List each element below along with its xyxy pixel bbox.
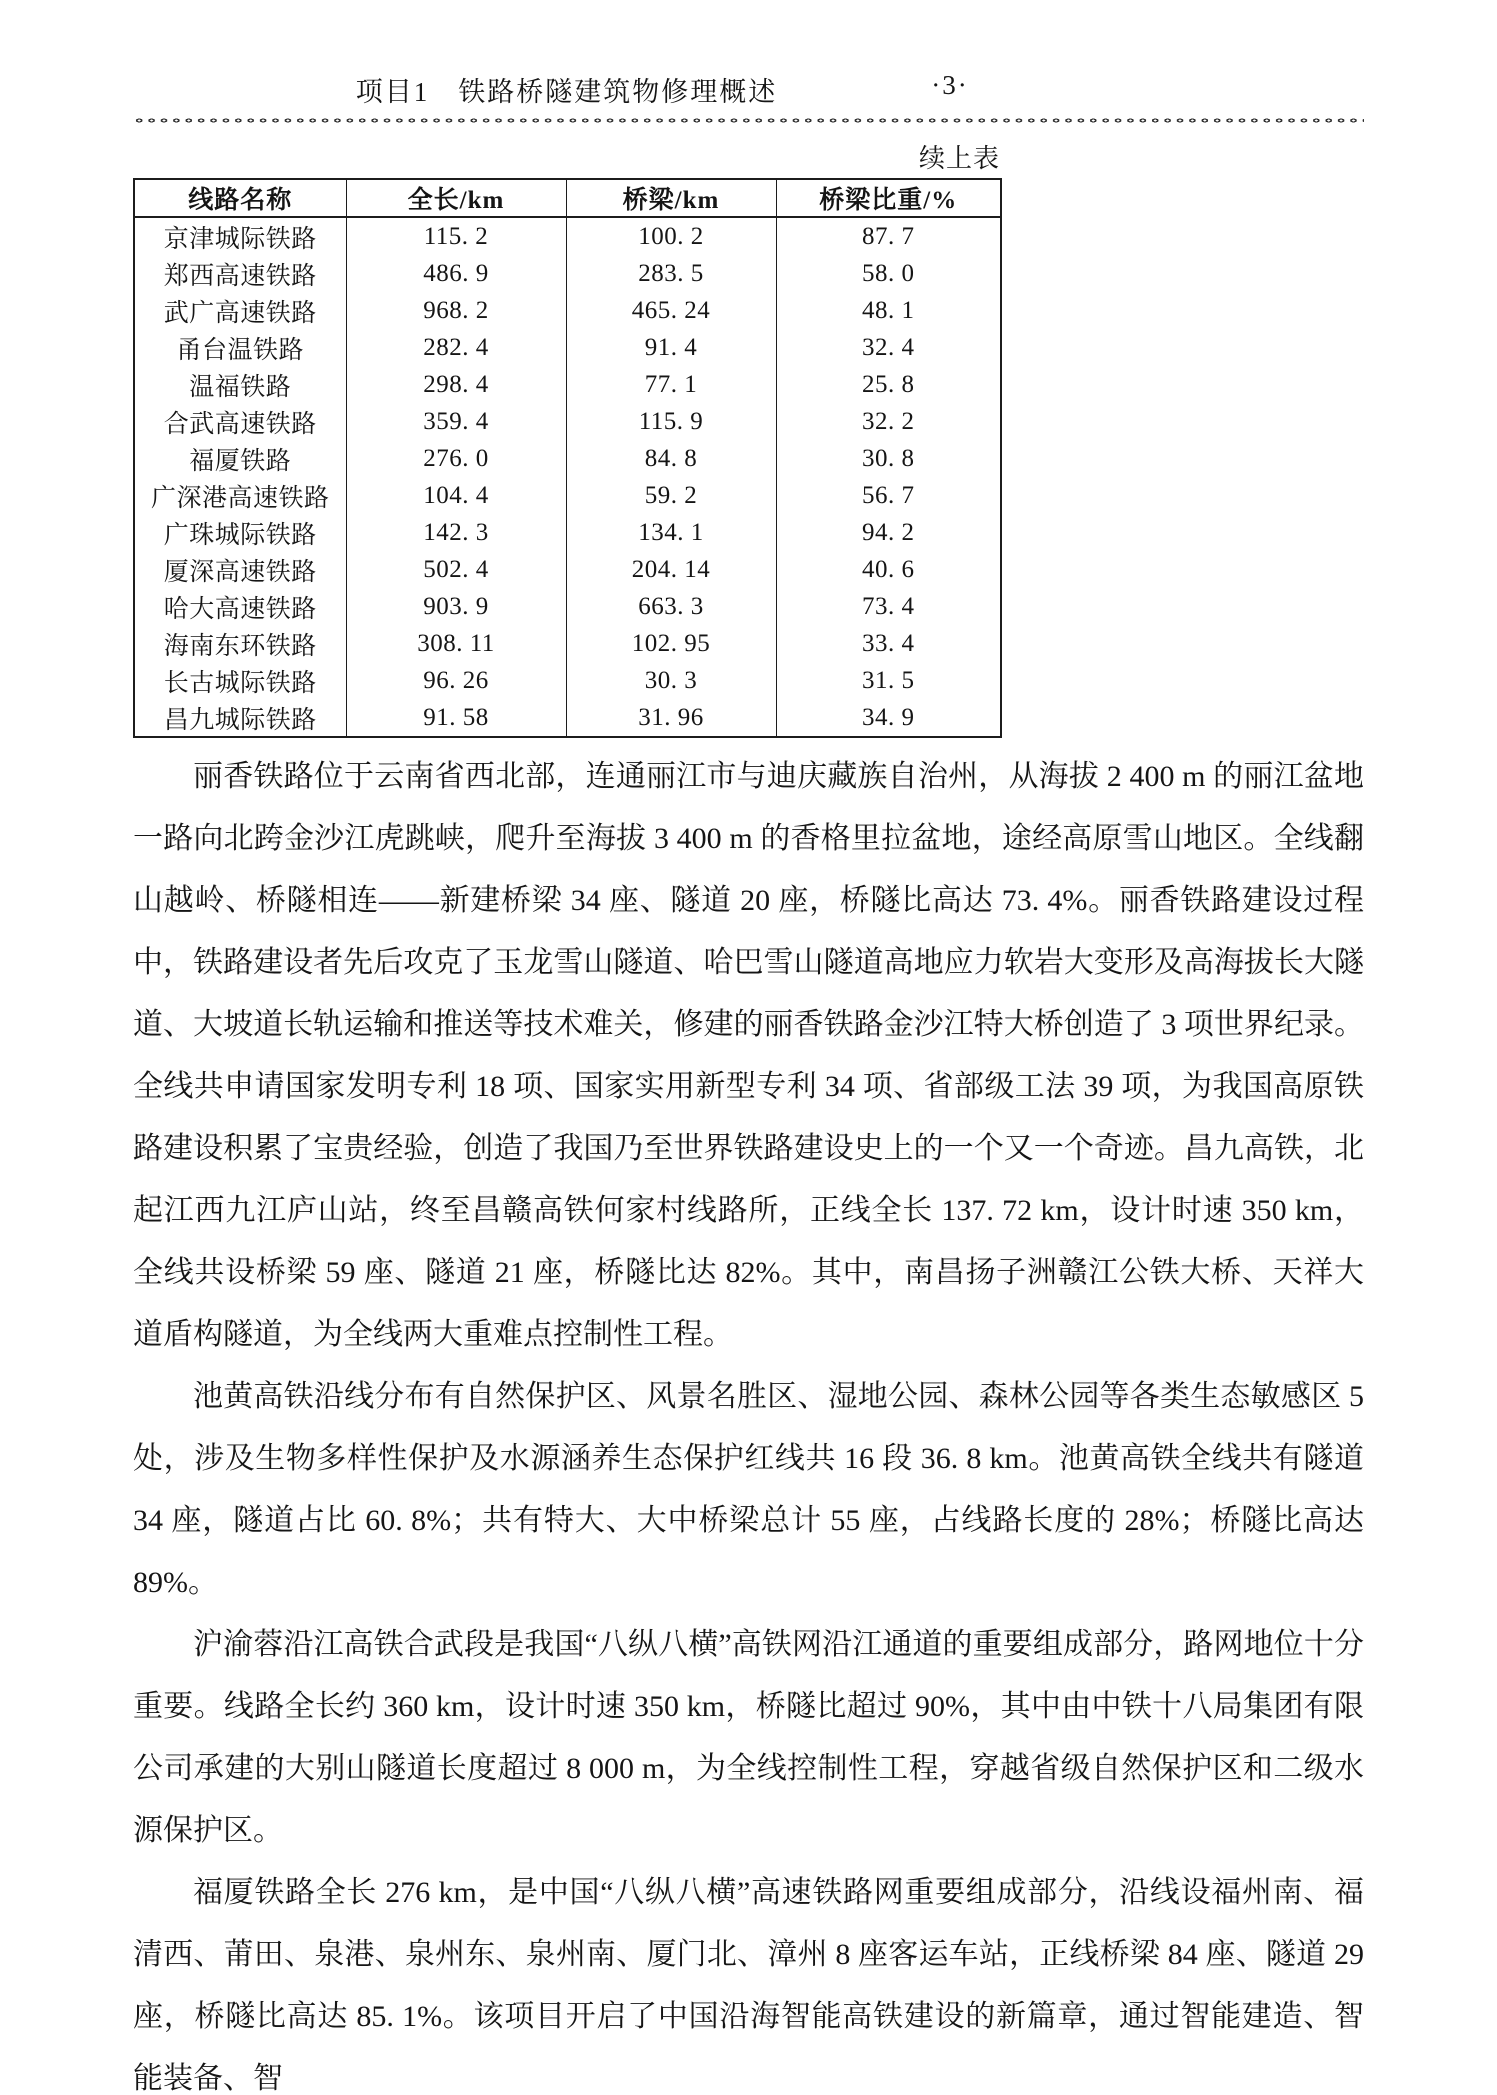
line-name-cell: 海南东环铁路 (163, 632, 317, 660)
column-header: 线路名称 (134, 179, 346, 217)
table-row (134, 514, 1001, 551)
value-cell: 308. 11 (346, 625, 566, 662)
value-cell: 48. 1 (776, 292, 1001, 329)
value-cell: 968. 2 (346, 292, 566, 329)
value-cell: 486. 9 (346, 255, 566, 292)
table-continued-note: 续上表 (918, 144, 1000, 173)
table-row (134, 477, 1001, 514)
table-row (134, 662, 1001, 699)
line-name-cell: 厦深高速铁路 (163, 558, 317, 586)
value-cell: 77. 1 (566, 366, 776, 403)
value-cell: 32. 4 (776, 329, 1001, 366)
value-cell: 283. 5 (566, 255, 776, 292)
line-name-cell: 昌九城际铁路 (163, 706, 317, 734)
value-cell: 204. 14 (566, 551, 776, 588)
value-cell: 903. 9 (346, 588, 566, 625)
table-row (134, 255, 1001, 292)
value-cell: 282. 4 (346, 329, 566, 366)
value-cell: 73. 4 (776, 588, 1001, 625)
table-row (134, 588, 1001, 625)
value-cell: 31. 5 (776, 662, 1001, 699)
column-header: 全长/km (346, 179, 566, 217)
value-cell: 59. 2 (566, 477, 776, 514)
body-text (133, 746, 1364, 2095)
page-number: ·3· (931, 70, 969, 100)
value-cell: 663. 3 (566, 588, 776, 625)
table-row (134, 699, 1001, 737)
running-header-title: 项目1 铁路桥隧建筑物修理概述 (355, 77, 778, 107)
value-cell: 115. 9 (566, 403, 776, 440)
value-cell: 58. 0 (776, 255, 1001, 292)
value-cell: 276. 0 (346, 440, 566, 477)
body-paragraph: 福厦铁路全长 276 km，是中国“八纵八横”高速铁路网重要组成部分，沿线设福州南、福清西、莆田、泉港、泉州东、泉州南、厦门北、漳州 8 座客运车站，正线桥梁 84 座、隧道 29 座，桥隧比高达 85. 1%。该项目开启了中国沿海智能高铁建设的新篇章，通过智能建造、智能装备、智 (133, 1876, 1364, 2095)
value-cell: 84. 8 (566, 440, 776, 477)
line-name-cell: 哈大高速铁路 (163, 595, 317, 623)
value-cell: 134. 1 (566, 514, 776, 551)
value-cell: 33. 4 (776, 625, 1001, 662)
table-row (134, 440, 1001, 477)
table-row (134, 329, 1001, 366)
body-paragraph: 池黄高铁沿线分布有自然保护区、风景名胜区、湿地公园、森林公园等各类生态敏感区 5 处，涉及生物多样性保护及水源涵养生态保护红线共 16 段 36. 8 km。池黄高铁全线共有隧道 34 座，隧道占比 60. 8%；共有特大、大中桥梁总计 55 座，占线路长度的 28%；桥隧比高达 89%。 (133, 1380, 1364, 1599)
value-cell: 100. 2 (566, 217, 776, 255)
line-name-cell: 长古城际铁路 (163, 669, 317, 697)
value-cell: 359. 4 (346, 403, 566, 440)
railway-lines-table (133, 178, 1002, 738)
column-header: 桥梁/km (566, 179, 776, 217)
line-name-cell: 京津城际铁路 (163, 225, 317, 253)
table-row (134, 292, 1001, 329)
line-name-cell: 广深港高速铁路 (150, 484, 330, 512)
value-cell: 32. 2 (776, 403, 1001, 440)
value-cell: 298. 4 (346, 366, 566, 403)
value-cell: 142. 3 (346, 514, 566, 551)
chain-ornament-divider (133, 116, 1364, 125)
value-cell: 40. 6 (776, 551, 1001, 588)
value-cell: 34. 9 (776, 699, 1001, 737)
value-cell: 465. 24 (566, 292, 776, 329)
table-row (134, 366, 1001, 403)
line-name-cell: 福厦铁路 (189, 447, 292, 475)
table-row (134, 403, 1001, 440)
table-header-row (134, 179, 1001, 217)
value-cell: 104. 4 (346, 477, 566, 514)
value-cell: 91. 4 (566, 329, 776, 366)
table-row (134, 625, 1001, 662)
value-cell: 96. 26 (346, 662, 566, 699)
value-cell: 56. 7 (776, 477, 1001, 514)
table-row (134, 551, 1001, 588)
line-name-cell: 甬台温铁路 (176, 336, 304, 364)
value-cell: 502. 4 (346, 551, 566, 588)
value-cell: 87. 7 (776, 217, 1001, 255)
column-header: 桥梁比重/% (776, 179, 1001, 217)
body-paragraph: 丽香铁路位于云南省西北部，连通丽江市与迪庆藏族自治州，从海拔 2 400 m 的丽江盆地一路向北跨金沙江虎跳峡，爬升至海拔 3 400 m 的香格里拉盆地，途经高原雪山地区。全线翻山越岭、桥隧相连——新建桥梁 34 座、隧道 20 座，桥隧比高达 73. 4%。丽香铁路建设过程中，铁路建设者先后攻克了玉龙雪山隧道、哈巴雪山隧道高地应力软岩大变形及高海拔长大隧道、大坡道长轨运输和推送等技术难关，修建的丽香铁路金沙江特大桥创造了 3 项世界纪录。全线共申请国家发明专利 18 项、国家实用新型专利 34 项、省部级工法 39 项，为我国高原铁路建设积累了宝贵经验，创造了我国乃至世界铁路建设史上的一个又一个奇迹。昌九高铁，北起江西九江庐山站，终至昌赣高铁何家村线路所，正线全长 137. 72 km，设计时速 350 km，全线共设桥梁 59 座、隧道 21 座，桥隧比达 82%。其中，南昌扬子洲赣江公铁大桥、天祥大道盾构隧道，为全线两大重难点控制性工程。 (133, 760, 1364, 1351)
value-cell: 91. 58 (346, 699, 566, 737)
line-name-cell: 合武高速铁路 (163, 410, 317, 438)
line-name-cell: 郑西高速铁路 (163, 262, 317, 290)
value-cell: 25. 8 (776, 366, 1001, 403)
value-cell: 115. 2 (346, 217, 566, 255)
value-cell: 31. 96 (566, 699, 776, 737)
value-cell: 102. 95 (566, 625, 776, 662)
table-row (134, 217, 1001, 255)
line-name-cell: 广珠城际铁路 (163, 521, 317, 549)
value-cell: 30. 3 (566, 662, 776, 699)
value-cell: 30. 8 (776, 440, 1001, 477)
line-name-cell: 武广高速铁路 (163, 299, 317, 327)
line-name-cell: 温福铁路 (189, 373, 292, 401)
body-paragraph: 沪渝蓉沿江高铁合武段是我国“八纵八横”高铁网沿江通道的重要组成部分，路网地位十分重要。线路全长约 360 km，设计时速 350 km，桥隧比超过 90%，其中由中铁十八局集团有限公司承建的大别山隧道长度超过 8 000 m，为全线控制性工程，穿越省级自然保护区和二级水源保护区。 (133, 1628, 1364, 1847)
value-cell: 94. 2 (776, 514, 1001, 551)
